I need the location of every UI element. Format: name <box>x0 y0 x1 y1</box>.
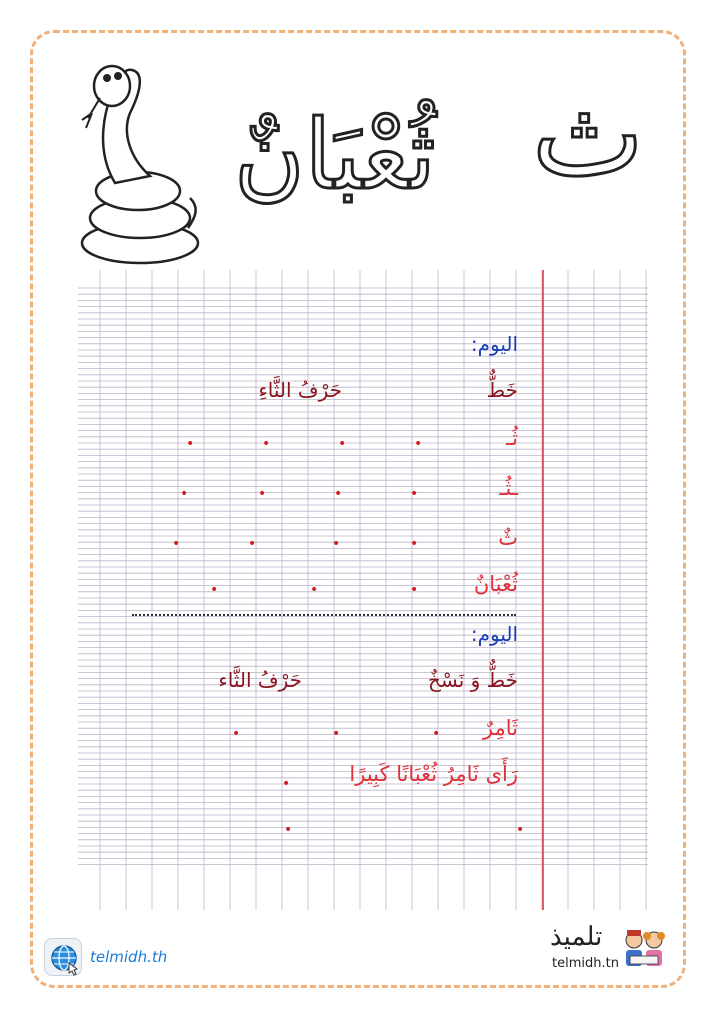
section2-left-title: حَرْفُ الثَّاء <box>218 668 302 692</box>
header-letter: ث <box>531 65 645 204</box>
brand-logo <box>548 920 678 980</box>
section2-right-title: خَطٌّ وَ نَسْخٌ <box>427 668 518 692</box>
date-label-1: اليوم: <box>470 332 518 356</box>
section-divider <box>132 614 516 616</box>
kids-reading-icon <box>620 928 668 970</box>
brand-latin: telmidh.tn <box>552 956 619 971</box>
site-link[interactable]: telmidh.th <box>90 948 168 966</box>
model-row-3: ثٌ <box>498 526 518 550</box>
section1-left-title: حَرْفُ الثَّاءِ <box>258 378 342 402</box>
model-row-6: رَأَى ثَامِرُ ثُعْبَانًا كَبِيرًا <box>349 762 518 786</box>
model-row-5: ثَامِرٌ <box>482 716 518 740</box>
footer-left <box>44 938 184 978</box>
globe-icon[interactable] <box>44 938 82 976</box>
snake-illustration <box>70 58 200 268</box>
model-row-1: ثُـ <box>506 426 518 450</box>
section1-right-title: خَطٌّ <box>486 378 518 402</box>
header-word: ثُعْبَانٌ <box>234 99 436 211</box>
brand-arabic: تلميذ <box>550 922 603 952</box>
date-label-2: اليوم: <box>470 622 518 646</box>
model-row-2: ـثُـ <box>499 476 518 500</box>
ruled-paper <box>78 270 648 910</box>
model-row-4: ثُعْبَانٌ <box>473 572 518 596</box>
